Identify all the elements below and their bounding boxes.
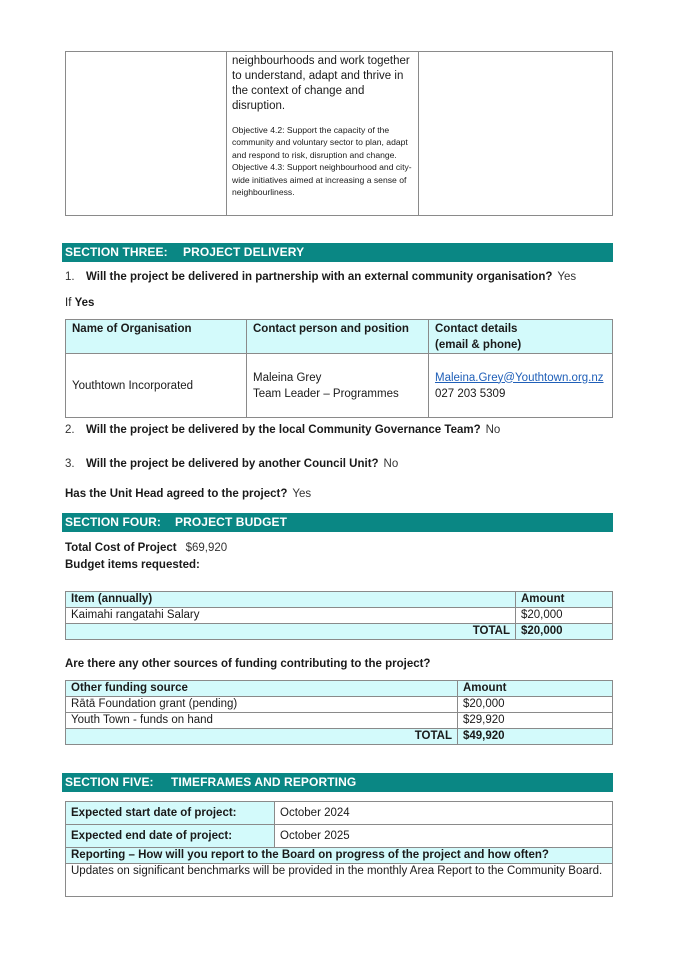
other-funding-question: Are there any other sources of funding contributing to the project? bbox=[65, 658, 431, 670]
table-row bbox=[66, 608, 613, 624]
section-five-title: TIMEFRAMES AND REPORTING bbox=[171, 775, 357, 789]
funding-amount: $29,920 bbox=[458, 713, 613, 729]
budget-amount: $20,000 bbox=[516, 608, 613, 624]
total-cost-label: Total Cost of Project bbox=[65, 542, 177, 554]
table-row bbox=[66, 713, 613, 729]
funding-total-row bbox=[66, 729, 613, 745]
start-date-label: Expected start date of project: bbox=[66, 802, 275, 825]
organisation-table bbox=[65, 319, 613, 418]
header-amount: Amount bbox=[516, 592, 613, 608]
question-1 bbox=[65, 270, 576, 285]
section-four-label: SECTION FOUR: bbox=[65, 515, 161, 529]
funding-total-value: $49,920 bbox=[458, 729, 613, 745]
if-word: Yes bbox=[74, 297, 95, 309]
contact-person-cell bbox=[247, 354, 429, 418]
objectives-text-cell bbox=[227, 52, 419, 216]
end-date-row bbox=[66, 825, 613, 848]
objective-main-text: neighbourhoods and work together to understand, adapt and thrive in the context of change and disruption. bbox=[232, 55, 410, 112]
section-four-title: PROJECT BUDGET bbox=[175, 515, 288, 529]
question-1-number: 1. bbox=[65, 271, 75, 283]
funding-table bbox=[65, 680, 613, 745]
header-contact-details-line1: Contact details bbox=[435, 323, 518, 335]
funding-source: Rātā Foundation grant (pending) bbox=[66, 697, 458, 713]
section-three-banner bbox=[62, 243, 613, 262]
funding-total-label: TOTAL bbox=[66, 729, 458, 745]
budget-table-header bbox=[66, 592, 613, 608]
end-date-label: Expected end date of project: bbox=[66, 825, 275, 848]
section-four-banner bbox=[62, 513, 613, 532]
question-2 bbox=[65, 423, 500, 438]
objectives-col1-cell bbox=[66, 52, 227, 216]
total-cost-value: $69,920 bbox=[185, 542, 228, 554]
section-three-title: PROJECT DELIVERY bbox=[183, 245, 305, 259]
question-2-text: Will the project be delivered by the local Community Governance Team? bbox=[86, 424, 481, 436]
header-funding-source: Other funding source bbox=[66, 681, 458, 697]
contact-details-cell bbox=[429, 354, 613, 418]
objectives-table bbox=[65, 51, 613, 216]
end-date-value: October 2025 bbox=[275, 825, 613, 848]
section-five-banner bbox=[62, 773, 613, 792]
unit-head-answer: Yes bbox=[292, 488, 312, 500]
start-date-value: October 2024 bbox=[275, 802, 613, 825]
table-row bbox=[66, 354, 613, 418]
contact-position: Team Leader – Programmes bbox=[253, 387, 399, 400]
budget-total-label: TOTAL bbox=[66, 624, 516, 640]
header-organisation: Name of Organisation bbox=[66, 320, 247, 354]
header-contact-details bbox=[429, 320, 613, 354]
objective-4-3: Objective 4.3: Support neighbourhood and city-wide initiatives aimed at increasing a sense of neighbourliness. bbox=[232, 162, 412, 198]
if-prefix: If bbox=[65, 297, 72, 309]
unit-head-question bbox=[65, 487, 311, 502]
reporting-question-row bbox=[66, 848, 613, 864]
funding-amount: $20,000 bbox=[458, 697, 613, 713]
header-contact-details-line2: (email & phone) bbox=[435, 339, 522, 351]
objective-list bbox=[227, 114, 418, 198]
question-3-answer: No bbox=[383, 458, 399, 470]
header-funding-amount: Amount bbox=[458, 681, 613, 697]
reporting-question: Reporting – How will you report to the Board on progress of the project and how often? bbox=[66, 848, 613, 864]
table-row bbox=[66, 697, 613, 713]
if-yes-label bbox=[65, 296, 94, 311]
start-date-row bbox=[66, 802, 613, 825]
budget-total-value: $20,000 bbox=[516, 624, 613, 640]
question-3-number: 3. bbox=[65, 458, 75, 470]
reporting-answer-row bbox=[66, 864, 613, 897]
contact-phone: 027 203 5309 bbox=[435, 387, 506, 400]
timeframes-table bbox=[65, 801, 613, 897]
question-2-number: 2. bbox=[65, 424, 75, 436]
unit-head-question-text: Has the Unit Head agreed to the project? bbox=[65, 488, 288, 500]
question-3-text: Will the project be delivered by another Council Unit? bbox=[86, 458, 379, 470]
objectives-row bbox=[66, 52, 613, 216]
section-five-label: SECTION FIVE: bbox=[65, 775, 154, 789]
header-item: Item (annually) bbox=[66, 592, 516, 608]
objectives-col3-cell bbox=[419, 52, 613, 216]
organisation-table-header bbox=[66, 320, 613, 354]
header-contact-person: Contact person and position bbox=[247, 320, 429, 354]
question-1-answer: Yes bbox=[557, 271, 577, 283]
contact-email-link[interactable]: Maleina.Grey@Youthtown.org.nz bbox=[435, 371, 604, 384]
funding-source: Youth Town - funds on hand bbox=[66, 713, 458, 729]
budget-items-label: Budget items requested: bbox=[65, 559, 200, 571]
reporting-answer: Updates on significant benchmarks will be provided in the monthly Area Report to the Community Board. bbox=[66, 864, 613, 897]
question-3 bbox=[65, 457, 398, 472]
organisation-name: Youthtown Incorporated bbox=[66, 354, 247, 418]
question-2-answer: No bbox=[485, 424, 501, 436]
funding-table-header bbox=[66, 681, 613, 697]
budget-item: Kaimahi rangatahi Salary bbox=[66, 608, 516, 624]
contact-name: Maleina Grey bbox=[253, 371, 322, 384]
question-1-text: Will the project be delivered in partnership with an external community organisation? bbox=[86, 271, 553, 283]
budget-table bbox=[65, 591, 613, 640]
total-cost-line bbox=[65, 541, 227, 556]
section-three-label: SECTION THREE: bbox=[65, 245, 168, 259]
budget-total-row bbox=[66, 624, 613, 640]
objective-4-2: Objective 4.2: Support the capacity of the community and voluntary sector to plan, adapt and respond to risk, disruption and change. bbox=[232, 125, 408, 160]
